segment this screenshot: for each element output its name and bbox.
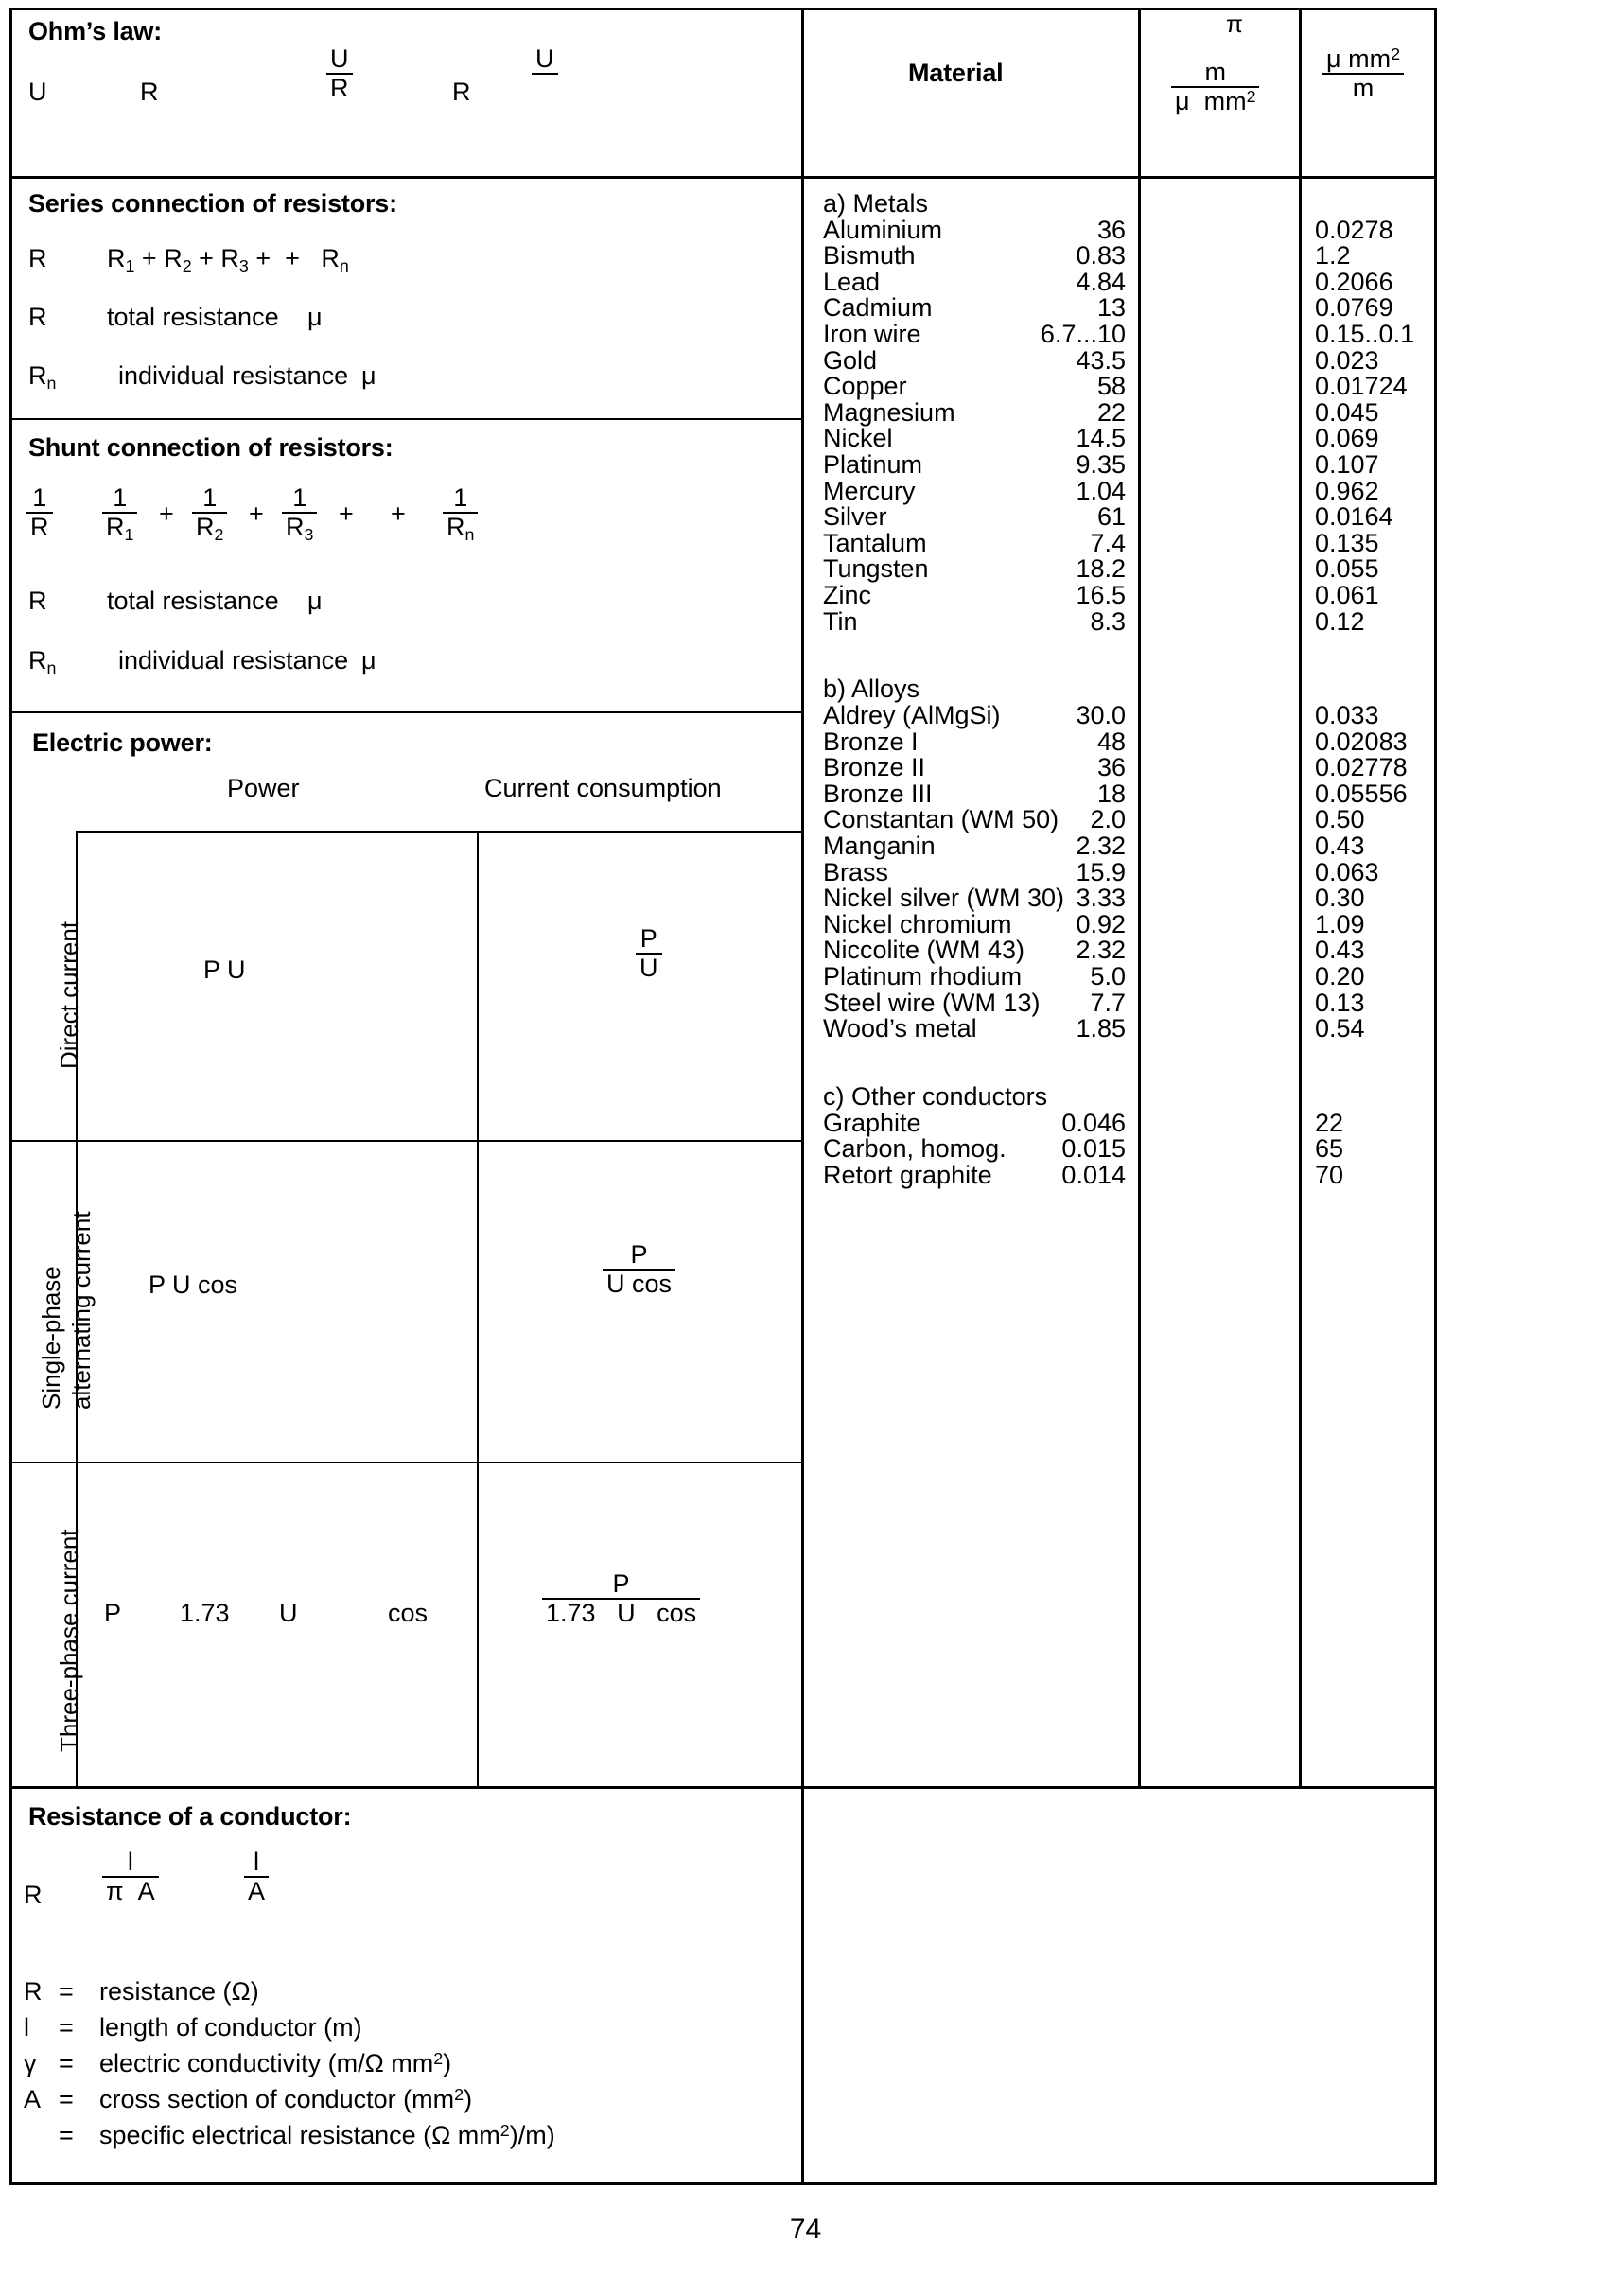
material-row-name: Wood’s metal — [823, 1014, 977, 1043]
material-row-name: Nickel — [823, 424, 893, 453]
material-row-name: Lead — [823, 267, 881, 296]
direct-current-power-formula: P U — [203, 955, 246, 984]
shunt-term-1-den: $R_1$ — [102, 512, 137, 544]
conductor-legend-4-desc: specific electrical resistance (Ω $mm^2)/m$) — [99, 2121, 555, 2150]
rule-under-three-phase — [9, 1786, 1437, 1789]
material-row-conductivity: 8.3 — [1090, 606, 1126, 636]
material-row-conductivity: 22 — [1096, 397, 1126, 427]
material-row-conductivity: 30.0 — [1076, 700, 1126, 729]
conductor-legend-2-symbol: γ — [24, 2049, 37, 2077]
conductor-legend-1-eq: = — [59, 2013, 74, 2042]
material-row-resistivity: 0.12 — [1315, 606, 1365, 636]
shunt-term-2 — [192, 484, 227, 544]
conductor-fraction-1 — [102, 1849, 159, 1905]
power-current-divider — [477, 831, 479, 1786]
material-row-name: Brass — [823, 857, 889, 886]
material-row-conductivity: 5.0 — [1090, 961, 1126, 990]
material-row-name: Niccolite (WM 43) — [823, 936, 1025, 965]
material-row-name: Constantan (WM 50) — [823, 805, 1059, 834]
row-label-three-phase: Three-phase current — [55, 1529, 83, 1752]
rule-under-shunt — [9, 711, 801, 713]
shunt-term-2-num: 1 — [202, 483, 218, 512]
ohms-law-frac-numerator: U — [330, 44, 349, 73]
conductor-formula-lhs: R — [24, 1881, 43, 1909]
material-row-resistivity: 0.05556 — [1315, 779, 1408, 808]
shunt-term-3-den: $R_3$ — [282, 512, 317, 544]
material-row-conductivity: 16.5 — [1076, 581, 1126, 609]
electric-power-title: Electric power: — [32, 728, 213, 757]
material-row-resistivity: 0.13 — [1315, 988, 1365, 1017]
series-title: Series connection of resistors: — [28, 189, 397, 218]
shunt-legend-1-desc: individual resistance — [118, 646, 349, 675]
resistivity-unit-numerator: μ $mm^2$ — [1326, 44, 1400, 74]
conductor-legend-1-desc: length of conductor (m) — [99, 2013, 362, 2042]
material-row-name: Tin — [823, 606, 858, 636]
material-row-conductivity: 36 — [1096, 753, 1126, 782]
material-row-name: Graphite — [823, 1108, 921, 1137]
shunt-term-2-den: $R_2$ — [192, 512, 227, 544]
series-formula-lhs: R — [28, 244, 47, 272]
shunt-legend-1-unit: μ — [361, 646, 376, 675]
material-col1-divider — [1138, 8, 1141, 1787]
series-legend-1-symbol: $R_n$ — [28, 361, 57, 393]
ohms-law-formula-r2: R — [452, 78, 471, 106]
material-row-name: Iron wire — [823, 320, 921, 348]
table-outer-frame — [9, 8, 1437, 2185]
power-column-header: Power — [227, 774, 300, 802]
three-phase-power-cos: cos — [388, 1599, 429, 1627]
rule-under-series — [9, 418, 801, 420]
conductor-f1-num: l — [127, 1848, 133, 1876]
material-row-conductivity: 2.32 — [1076, 831, 1126, 860]
material-row-resistivity: 0.30 — [1315, 884, 1365, 913]
material-row-conductivity: 48 — [1096, 727, 1126, 756]
material-row-conductivity: 7.4 — [1090, 528, 1126, 557]
shunt-term-3 — [282, 484, 317, 544]
shunt-title: Shunt connection of resistors: — [28, 433, 394, 462]
tp-current-den: 1.73 U cos — [542, 1598, 700, 1627]
conductor-legend-2-eq: = — [59, 2049, 74, 2077]
material-row-name: Nickel silver (WM 30) — [823, 884, 1065, 913]
material-row-resistivity: 0.15..0.1 — [1315, 320, 1415, 348]
material-row-conductivity: 4.84 — [1076, 267, 1126, 296]
three-phase-power-factor: 1.73 — [180, 1599, 230, 1627]
material-row-resistivity: 0.54 — [1315, 1014, 1365, 1043]
material-row-conductivity: 7.7 — [1090, 988, 1126, 1017]
material-row-name: Cadmium — [823, 293, 933, 323]
conductor-legend-3-symbol: A — [24, 2085, 42, 2113]
shunt-term-3-num: 1 — [292, 483, 307, 512]
shunt-lhs-denominator: R — [26, 512, 53, 541]
conductivity-unit-fraction — [1171, 59, 1259, 115]
material-row-name: Tantalum — [823, 528, 927, 557]
material-row-name: Mercury — [823, 476, 916, 505]
conductivity-symbol: π — [1226, 9, 1243, 38]
series-legend-0-desc: total resistance — [107, 303, 279, 331]
series-legend-0-symbol: R — [28, 303, 47, 331]
material-row-resistivity: 65 — [1315, 1134, 1344, 1164]
material-group-heading: c) Other conductors — [823, 1081, 1048, 1111]
material-row-name: Aluminium — [823, 215, 943, 244]
resistivity-unit-fraction — [1322, 45, 1404, 102]
shunt-plus-3: + — [339, 500, 354, 528]
material-row-resistivity: 0.135 — [1315, 528, 1379, 557]
material-row-resistivity: 0.20 — [1315, 961, 1365, 990]
material-row-name: Steel wire (WM 13) — [823, 988, 1041, 1017]
material-row-resistivity: 1.2 — [1315, 241, 1351, 271]
material-row-resistivity: 0.2066 — [1315, 267, 1393, 296]
resistivity-unit-denominator: m — [1322, 73, 1404, 102]
material-row-conductivity: 0.92 — [1076, 909, 1126, 938]
conductor-f1-den: π A — [102, 1876, 159, 1905]
material-row-conductivity: 18.2 — [1076, 554, 1126, 584]
conductor-title: Resistance of a conductor: — [28, 1802, 352, 1831]
three-phase-power-p: P — [104, 1599, 122, 1627]
material-row-conductivity: 3.33 — [1076, 884, 1126, 913]
material-group-heading: a) Metals — [823, 189, 929, 218]
material-row-conductivity: 0.014 — [1061, 1160, 1126, 1189]
material-row-conductivity: 0.015 — [1061, 1134, 1126, 1164]
material-row-resistivity: 0.055 — [1315, 554, 1379, 584]
shunt-legend-0-symbol: R — [28, 587, 47, 615]
conductivity-unit-numerator: m — [1204, 58, 1226, 86]
sp-current-num: P — [630, 1240, 648, 1269]
material-header-label: Material — [908, 59, 1004, 87]
ohms-law-fraction-u-over-i — [532, 45, 558, 102]
shunt-term-1 — [102, 484, 137, 544]
conductor-f2-num: l — [254, 1848, 259, 1876]
direct-current-consumption-fraction — [636, 925, 662, 982]
row-label-single-phase-line2: alternating current — [67, 1211, 96, 1410]
shunt-plus-1: + — [159, 500, 174, 528]
ohms-law-frac2-denominator — [532, 73, 558, 102]
series-formula-rhs: $R_1 + R_2 + R_3$ + + $R_n$ — [107, 244, 349, 275]
material-row-resistivity: 0.43 — [1315, 936, 1365, 965]
dc-current-den: U — [636, 953, 662, 982]
shunt-legend-1-symbol: $R_n$ — [28, 646, 57, 677]
shunt-legend-0-desc: total resistance — [107, 587, 279, 615]
material-row-resistivity: 0.045 — [1315, 397, 1379, 427]
material-row-name: Bronze I — [823, 727, 919, 756]
rule-under-power-header — [76, 831, 801, 833]
single-phase-current-fraction — [603, 1241, 675, 1298]
material-row-resistivity: 0.02778 — [1315, 753, 1408, 782]
shunt-term-1-num: 1 — [113, 483, 128, 512]
material-row-name: Platinum — [823, 450, 923, 479]
material-row-name: Nickel chromium — [823, 909, 1012, 938]
material-row-conductivity: 61 — [1096, 502, 1126, 532]
conductor-legend-0-eq: = — [59, 1977, 74, 2006]
row-label-direct-current: Direct current — [55, 920, 83, 1069]
material-row-name: Zinc — [823, 581, 872, 609]
material-row-resistivity: 0.0769 — [1315, 293, 1393, 323]
conductor-legend-0-symbol: R — [24, 1977, 43, 2006]
material-row-name: Silver — [823, 502, 887, 532]
material-row-resistivity: 0.43 — [1315, 831, 1365, 860]
single-phase-power-formula: P U cos — [149, 1271, 238, 1299]
material-row-conductivity: 6.7...10 — [1040, 320, 1126, 348]
rule-under-single-phase — [9, 1462, 801, 1463]
conductivity-unit-denominator: μ $mm^2$ — [1171, 86, 1259, 115]
ohms-law-formula-u: U — [28, 78, 47, 106]
material-row-conductivity: 36 — [1096, 215, 1126, 244]
series-legend-1-desc: individual resistance — [118, 361, 349, 390]
material-row-resistivity: 0.02083 — [1315, 727, 1408, 756]
material-row-resistivity: 0.069 — [1315, 424, 1379, 453]
material-row-name: Gold — [823, 345, 878, 375]
material-row-name: Retort graphite — [823, 1160, 992, 1189]
conductor-legend-2-desc: electric conductivity (m/Ω $mm^2$) — [99, 2049, 452, 2078]
material-row-name: Copper — [823, 372, 907, 401]
conductor-legend-4-eq: = — [59, 2121, 74, 2149]
material-row-resistivity: 0.50 — [1315, 805, 1365, 834]
ohms-law-frac2-numerator: U — [535, 44, 554, 73]
shunt-term-n-den: $R_n$ — [443, 512, 478, 544]
tp-current-num: P — [612, 1569, 630, 1598]
shunt-term-n-num: 1 — [453, 483, 468, 512]
material-row-resistivity: 22 — [1315, 1108, 1344, 1137]
rule-under-header — [9, 176, 1437, 179]
conductor-f2-den: A — [244, 1876, 269, 1905]
material-row-name: Magnesium — [823, 397, 955, 427]
material-row-conductivity: 2.32 — [1076, 936, 1126, 965]
material-row-resistivity: 0.063 — [1315, 857, 1379, 886]
ohms-law-title: Ohm’s law: — [28, 17, 163, 45]
three-phase-power-u: U — [279, 1599, 298, 1627]
material-row-conductivity: 9.35 — [1076, 450, 1126, 479]
shunt-term-n — [443, 484, 478, 544]
page-number: 74 — [789, 2214, 822, 2245]
shunt-plus-2: + — [249, 500, 264, 528]
main-column-divider — [801, 8, 804, 2185]
material-row-conductivity: 0.83 — [1076, 241, 1126, 271]
material-row-name: Bismuth — [823, 241, 916, 271]
material-row-conductivity: 15.9 — [1076, 857, 1126, 886]
material-row-resistivity: 0.0278 — [1315, 215, 1393, 244]
material-row-name: Manganin — [823, 831, 936, 860]
material-row-resistivity: 0.023 — [1315, 345, 1379, 375]
row-label-single-phase-line1: Single-phase — [37, 1266, 65, 1410]
ohms-law-frac-denominator: R — [326, 73, 353, 102]
material-row-name: Bronze III — [823, 779, 933, 808]
rule-under-direct-current — [9, 1140, 801, 1142]
ohms-law-fraction-u-over-r — [326, 45, 353, 102]
material-row-conductivity: 2.0 — [1090, 805, 1126, 834]
conductor-legend-1-symbol: l — [24, 2013, 29, 2042]
material-row-name: Platinum rhodium — [823, 961, 1023, 990]
material-row-resistivity: 0.01724 — [1315, 372, 1408, 401]
shunt-legend-0-unit: μ — [307, 587, 323, 615]
material-row-conductivity: 1.04 — [1076, 476, 1126, 505]
material-row-name: Bronze II — [823, 753, 926, 782]
material-row-resistivity: 0.107 — [1315, 450, 1379, 479]
material-row-conductivity: 1.85 — [1076, 1014, 1126, 1043]
sp-current-den: U cos — [603, 1269, 675, 1298]
material-row-resistivity: 0.962 — [1315, 476, 1379, 505]
material-row-resistivity: 1.09 — [1315, 909, 1365, 938]
shunt-lhs-numerator: 1 — [32, 483, 47, 512]
material-row-conductivity: 18 — [1096, 779, 1126, 808]
material-row-conductivity: 0.046 — [1061, 1108, 1126, 1137]
material-row-conductivity: 13 — [1096, 293, 1126, 323]
material-row-conductivity: 14.5 — [1076, 424, 1126, 453]
conductor-legend-3-desc: cross section of conductor $(mm^2)$ — [99, 2085, 473, 2114]
material-row-conductivity: 58 — [1096, 372, 1126, 401]
material-row-name: Aldrey (AlMgSi) — [823, 700, 1001, 729]
dc-current-num: P — [639, 924, 657, 953]
shunt-plus-4: + — [391, 500, 406, 528]
shunt-lhs-fraction — [26, 484, 53, 541]
material-row-resistivity: 0.0164 — [1315, 502, 1393, 532]
conductor-fraction-2 — [244, 1849, 269, 1905]
series-legend-0-unit: μ — [307, 303, 323, 331]
material-row-name: Carbon, homog. — [823, 1134, 1007, 1164]
material-row-resistivity: 0.061 — [1315, 581, 1379, 609]
material-row-resistivity: 70 — [1315, 1160, 1344, 1189]
three-phase-current-fraction — [542, 1570, 700, 1627]
material-row-conductivity: 43.5 — [1076, 345, 1126, 375]
material-col2-divider — [1299, 8, 1302, 1787]
conductor-legend-3-eq: = — [59, 2085, 74, 2113]
material-row-name: Tungsten — [823, 554, 929, 584]
material-row-resistivity: 0.033 — [1315, 700, 1379, 729]
current-consumption-column-header: Current consumption — [484, 774, 722, 802]
series-legend-1-unit: μ — [361, 361, 376, 390]
conductor-legend-0-desc: resistance (Ω) — [99, 1977, 259, 2006]
material-group-heading: b) Alloys — [823, 675, 920, 704]
ohms-law-formula-r: R — [140, 78, 159, 106]
